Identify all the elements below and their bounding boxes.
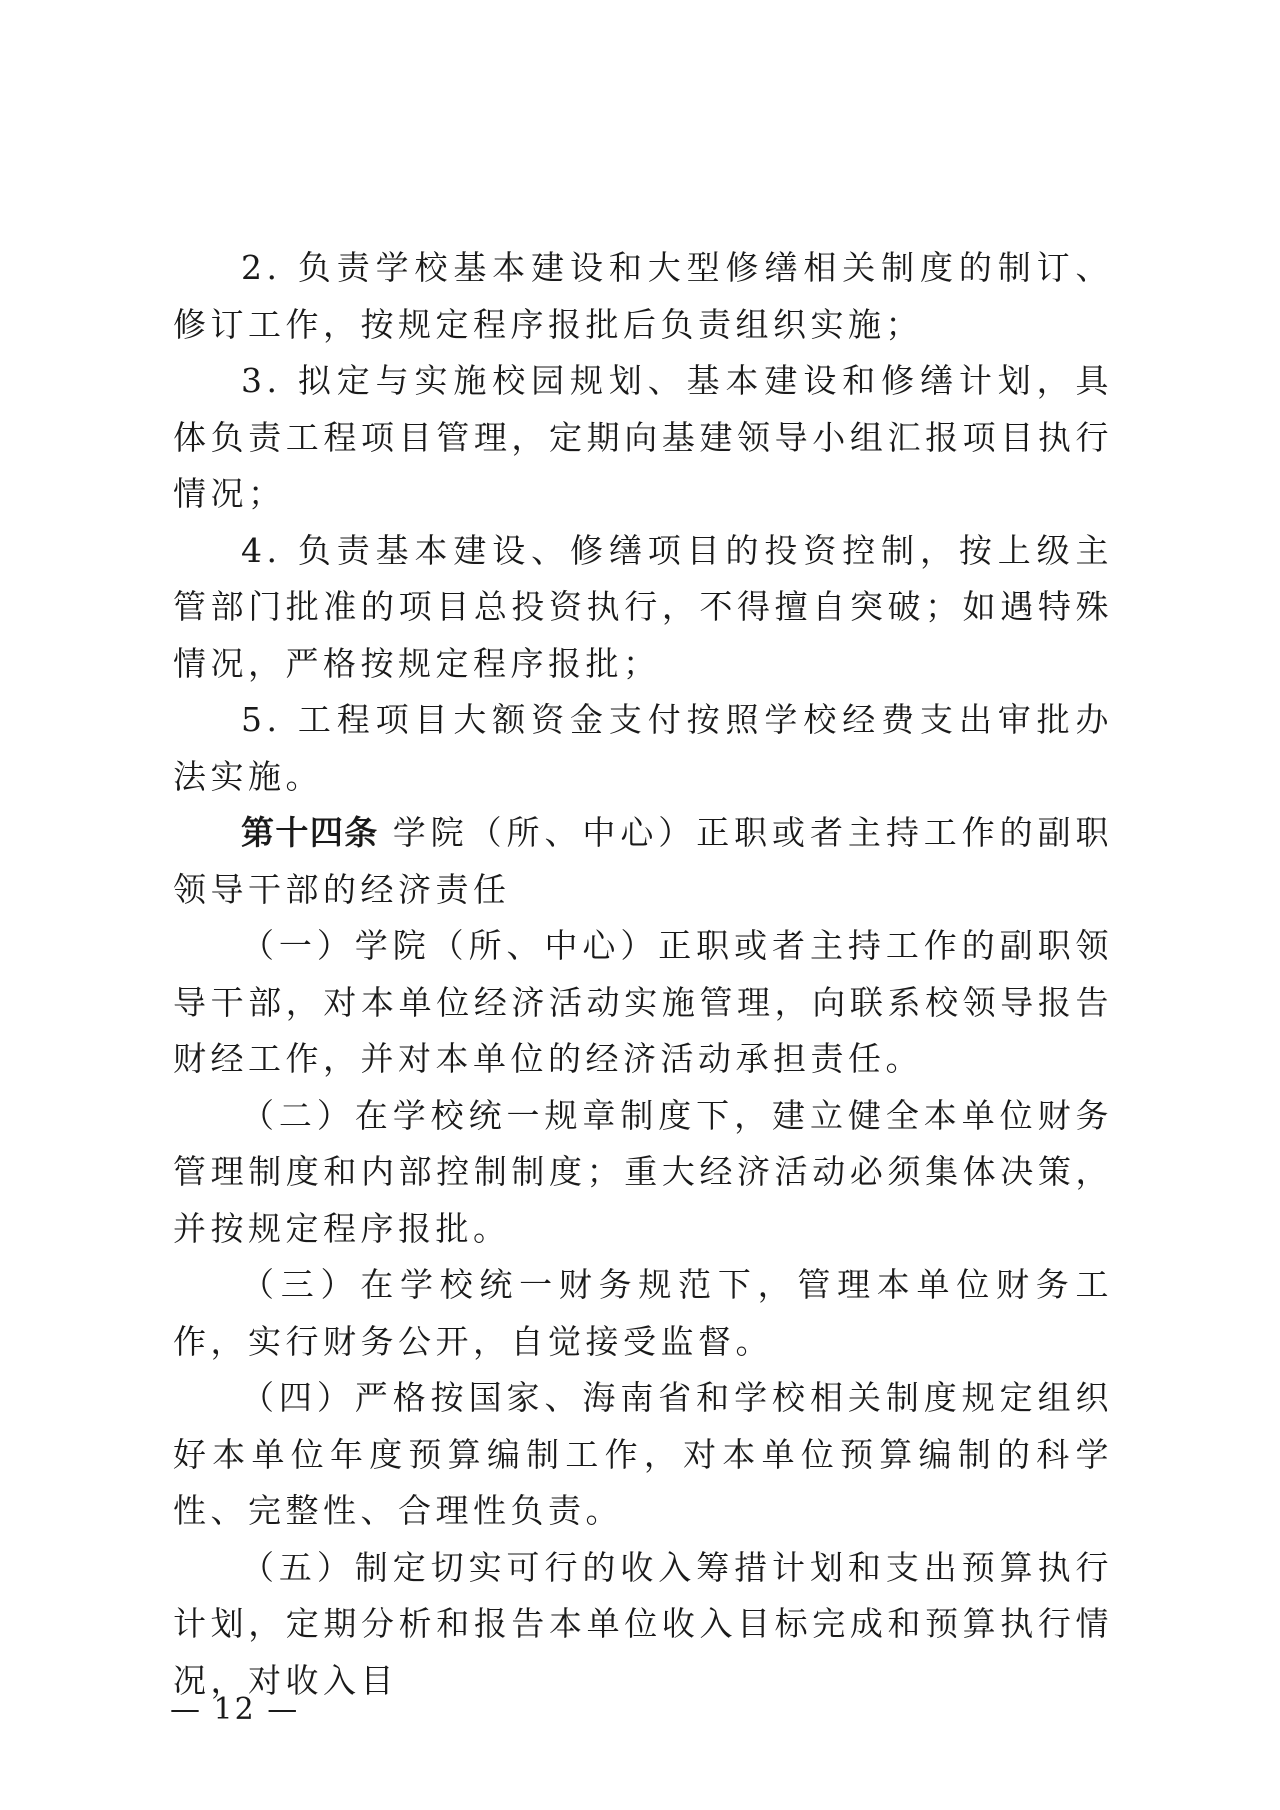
document-body bbox=[173, 240, 1113, 1709]
page-number: — 12 — bbox=[170, 1692, 300, 1727]
clause-4: （四）严格按国家、海南省和学校相关制度规定组织好本单位年度预算编制工作，对本单位预算编制的科学性、完整性、合理性负责。 bbox=[173, 1378, 1113, 1530]
paragraph-item-5: 5. 工程项目大额资金支付按照学校经费支出审批办法实施。 bbox=[173, 700, 1113, 796]
paragraph-item-4: 4. 负责基本建设、修缮项目的投资控制，按上级主管部门批准的项目总投资执行，不得擅自突破；如遇特殊情况，严格按规定程序报批； bbox=[173, 530, 1113, 683]
clause-2: （二）在学校统一规章制度下，建立健全本单位财务管理制度和内部控制制度；重大经济活动必须集体决策，并按规定程序报批。 bbox=[173, 1095, 1113, 1248]
article-14-text: 学院（所、中心）正职或者主持工作的副职领导干部的经济责任 bbox=[173, 813, 1114, 909]
clause-5: （五）制定切实可行的收入筹措计划和支出预算执行计划，定期分析和报告本单位收入目标完成和预算执行情况，对收入目 bbox=[173, 1547, 1113, 1700]
paragraph-item-3: 3. 拟定与实施校园规划、基本建设和修缮计划，具体负责工程项目管理，定期向基建领导小组汇报项目执行情况； bbox=[173, 361, 1113, 513]
clause-1: （一）学院（所、中心）正职或者主持工作的副职领导干部，对本单位经济活动实施管理，向联系校领导报告财经工作，并对本单位的经济活动承担责任。 bbox=[173, 926, 1113, 1078]
article-14 bbox=[173, 805, 1113, 918]
article-14-title: 第十四条 bbox=[241, 813, 379, 852]
paragraph-item-2: 2. 负责学校基本建设和大型修缮相关制度的制订、修订工作，按规定程序报批后负责组织实施； bbox=[173, 248, 1113, 344]
clause-3: （三）在学校统一财务规范下，管理本单位财务工作，实行财务公开，自觉接受监督。 bbox=[173, 1265, 1113, 1361]
